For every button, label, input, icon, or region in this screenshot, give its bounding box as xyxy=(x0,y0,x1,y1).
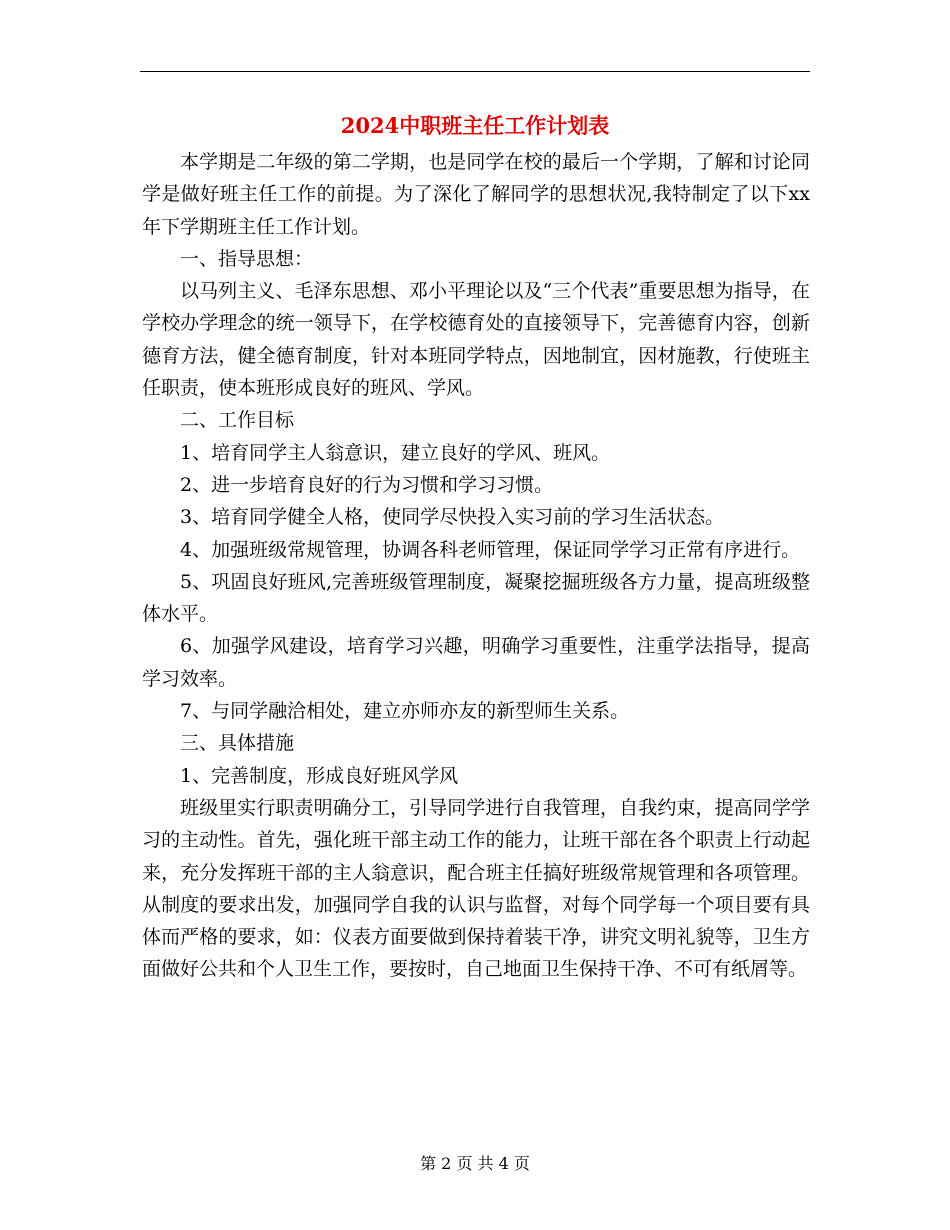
goal-item-6: 6、加强学风建设，培育学习兴趣，明确学习重要性，注重学法指导，提高学习效率。 xyxy=(142,635,810,690)
section-heading-work-goals: 二、工作目标 xyxy=(180,409,295,432)
header-rule xyxy=(140,71,810,72)
goal-item-2: 2、进一步培育良好的行为习惯和学习习惯。 xyxy=(180,473,554,496)
measure-paragraph-1: 班级里实行职责明确分工，引导同学进行自我管理，自我约束，提高同学学习的主动性。首先，强化班干部主动工作的能力，让班干部在各个职责上行动起来，充分发挥班干部的主人翁意识，配合班主任搞好班级常规管理和各项管理。从制度的要求出发，加强同学自我的认识与监督，对每个同学每一个项目要有具体而严格的要求，如：仪表方面要做到保持着装干净，讲究文明礼貌等，卫生方面做好公共和个人卫生工作，要按时，自己地面卫生保持干净、不可有纸屑等。 xyxy=(142,796,810,981)
document-body xyxy=(142,146,810,986)
goal-item-1: 1、培育同学主人翁意识，建立良好的学风、班风。 xyxy=(180,441,611,464)
goal-item-5: 5、巩固良好班风,完善班级管理制度，凝聚挖掘班级各方力量，提高班级整体水平。 xyxy=(142,570,810,626)
section-heading-measures: 三、具体措施 xyxy=(180,732,295,755)
measure-subheading-1: 1、完善制度，形成良好班风学风 xyxy=(180,764,459,787)
document-title: 2024中职班主任工作计划表 xyxy=(340,113,610,138)
guiding-ideology-paragraph: 以马列主义、毛泽东思想、邓小平理论以及“三个代表”重要思想为指导，在学校办学理念的统一领导下，在学校德育处的直接领导下，完善德育内容，创新德育方法，健全德育制度，针对本班同学特点，因地制宜，因材施教，行使班主任职责，使本班形成良好的班风、学风。 xyxy=(142,280,810,400)
goal-item-4: 4、加强班级常规管理，协调各科老师管理，保证同学学习正常有序进行。 xyxy=(180,538,801,561)
page-number-footer: 第 2 页 共 4 页 xyxy=(420,1154,530,1173)
intro-paragraph: 本学期是二年级的第二学期，也是同学在校的最后一个学期，了解和讨论同学是做好班主任工作的前提。为了深化了解同学的思想状况,我特制定了以下xx年下学期班主任工作计划。 xyxy=(142,151,810,238)
goal-item-3: 3、培育同学健全人格，使同学尽快投入实习前的学习生活状态。 xyxy=(180,506,725,529)
goal-item-7: 7、与同学融洽相处，建立亦师亦友的新型师生关系。 xyxy=(180,700,630,723)
section-heading-guiding-ideology: 一、指导思想： xyxy=(180,247,314,270)
